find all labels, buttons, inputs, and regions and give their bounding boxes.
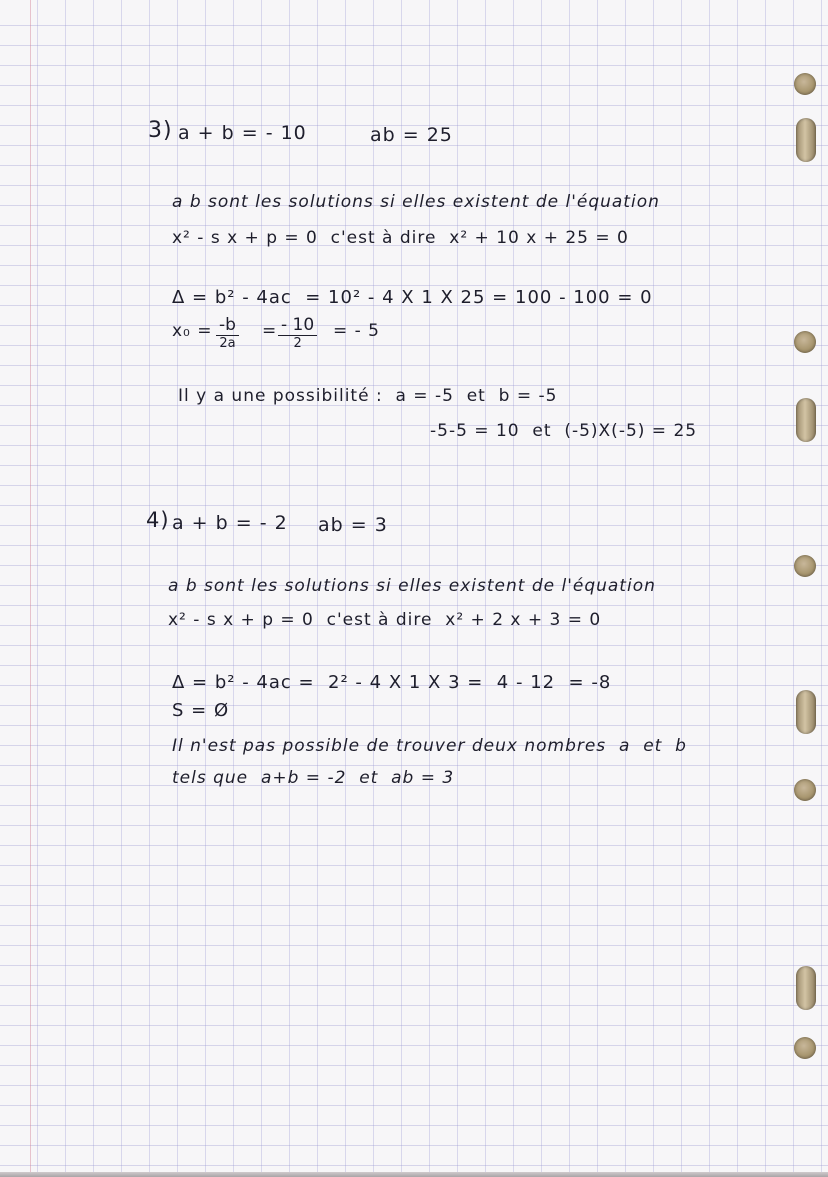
fraction-minus-b-over-2a: [216, 315, 239, 352]
fraction-denominator: 2: [293, 336, 302, 351]
exercise-number: 3): [148, 118, 173, 143]
fraction-numerator: - 10: [278, 315, 317, 336]
binder-hole: [794, 73, 816, 95]
conclusion-line-2: tels que a+b = -2 et ab = 3: [172, 768, 455, 788]
page-bottom-edge: [0, 1172, 828, 1177]
binder-slot: [796, 690, 816, 734]
binder-hole: [794, 1037, 816, 1059]
sum-condition: a + b = - 10: [178, 122, 307, 144]
fraction-denominator: 2a: [219, 336, 236, 351]
fraction-minus-10-over-2: [278, 315, 317, 352]
exercise-number: 4): [146, 508, 170, 532]
binder-slot: [796, 966, 816, 1010]
equals-sign: =: [262, 321, 278, 341]
conclusion-line-2: -5-5 = 10 et (-5)X(-5) = 25: [430, 421, 698, 441]
fraction-numerator: -b: [216, 315, 239, 336]
conclusion-line-1: Il y a une possibilité : a = -5 et b = -5: [178, 386, 558, 406]
binder-slot: [796, 398, 816, 442]
product-condition: ab = 25: [370, 124, 453, 146]
intro-text: a b sont les solutions si elles existent de l'équation: [168, 576, 656, 596]
binder-hole: [794, 555, 816, 577]
equation-line: x² - s x + p = 0 c'est à dire x² + 2 x + 3 = 0: [168, 610, 602, 630]
intro-text: a b sont les solutions si elles existent de l'équation: [172, 192, 660, 212]
equation-line: x² - s x + p = 0 c'est à dire x² + 10 x + 25 = 0: [172, 228, 629, 248]
delta-line: Δ = b² - 4ac = 2² - 4 X 1 X 3 = 4 - 12 = -8: [172, 672, 612, 693]
conclusion-line-1: Il n'est pas possible de trouver deux nombres a et b: [172, 736, 687, 756]
delta-line: Δ = b² - 4ac = 10² - 4 X 1 X 25 = 100 - 100 = 0: [172, 287, 653, 308]
x0-result: = - 5: [333, 321, 381, 341]
solution-set: S = Ø: [172, 700, 230, 721]
binder-slot: [796, 118, 816, 162]
x0-label: x₀ =: [172, 321, 213, 341]
sum-condition: a + b = - 2: [172, 512, 288, 534]
product-condition: ab = 3: [318, 514, 388, 536]
binder-hole: [794, 779, 816, 801]
margin-line: [30, 0, 31, 1177]
binder-hole: [794, 331, 816, 353]
